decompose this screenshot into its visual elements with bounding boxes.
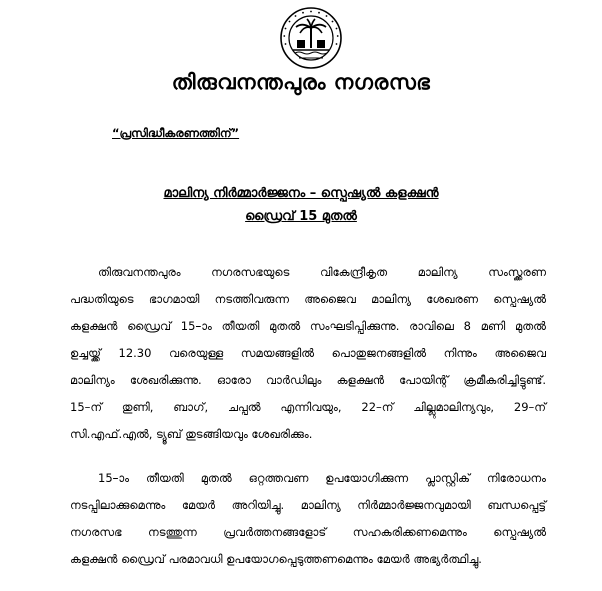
paragraph-line: 15–ന് തുണി, ബാഗ്, ചപ്പൽ എന്നിവയും, 22–ന് ചില്ലുമാലിന്യവും, 29–ന് (70, 400, 546, 414)
corporation-emblem (279, 6, 343, 70)
paragraph-line: പദ്ധതിയുടെ ഭാഗമായി നടത്തിവരുന്ന അജൈവ മാലിന്യ ശേഖരണ സ്പെഷ്യൽ (70, 292, 546, 306)
paragraph-line: മാലിന്യം ശേഖരിക്കുന്നു. ഓരോ വാർഡിലും കളക്ഷൻ പോയിന്റ് ക്രമീകരിച്ചിട്ടുണ്ട്. (70, 373, 546, 387)
emblem-seal-icon (279, 6, 343, 70)
headline-line-2: ഡ്രൈവ് 15 മുതൽ (245, 209, 357, 224)
paragraph-line: 15–ാം തീയതി മുതൽ ഒറ്റത്തവണ ഉപയോഗിക്കുന്ന പ്ലാസ്റ്റിക് നിരോധനം (98, 471, 546, 485)
paragraph-line: സി.എഫ്.എൽ, ട്യൂബ് തുടങ്ങിയവും ശേഖരിക്കും. (70, 427, 313, 441)
paragraph-line: കളക്ഷൻ ഡ്രൈവ് പരമാവധി ഉപയോഗപ്പെടുത്തണമെന്നും മേയർ അഭ്യർത്ഥിച്ചു. (70, 552, 482, 566)
body-paragraph-1 (70, 259, 546, 448)
organization-name: തിരുവനന്തപുരം നഗരസഭ (171, 70, 431, 94)
headline-line-1: മാലിന്യ നിർമ്മാർജ്ജനം – സ്പെഷ്യൽ കളക്ഷൻ (163, 186, 439, 201)
paragraph-line: നടപ്പിലാക്കുമെന്നും മേയർ അറിയിച്ചു. മാലിന്യ നിർമ്മാർജ്ജനവുമായി ബന്ധപ്പെട്ട് (70, 498, 546, 512)
paragraph-line: ഉച്ചയ്ക്ക് 12.30 വരെയുള്ള സമയങ്ങളിൽ പൊതുജനങ്ങളിൽ നിന്നും അജൈവ (70, 346, 546, 360)
body-paragraph-2 (70, 465, 546, 573)
paragraph-line: കളക്ഷൻ ഡ്രൈവ് 15–ാം തീയതി മുതൽ സംഘടിപ്പിക്കുന്നു. രാവിലെ 8 മണി മുതൽ (70, 319, 546, 333)
paragraph-line: തിരുവനന്തപുരം നഗരസഭയുടെ വികേന്ദ്രീകൃത മാലിന്യ സംസ്ക്കരണ (98, 265, 546, 279)
paragraph-line: നഗരസഭ നടത്തുന്ന പ്രവർത്തനങ്ങളോട് സഹകരിക്കണമെന്നും സ്പെഷ്യൽ (70, 525, 546, 539)
publication-label: “പ്രസിദ്ധീകരണത്തിന്” (112, 126, 240, 140)
